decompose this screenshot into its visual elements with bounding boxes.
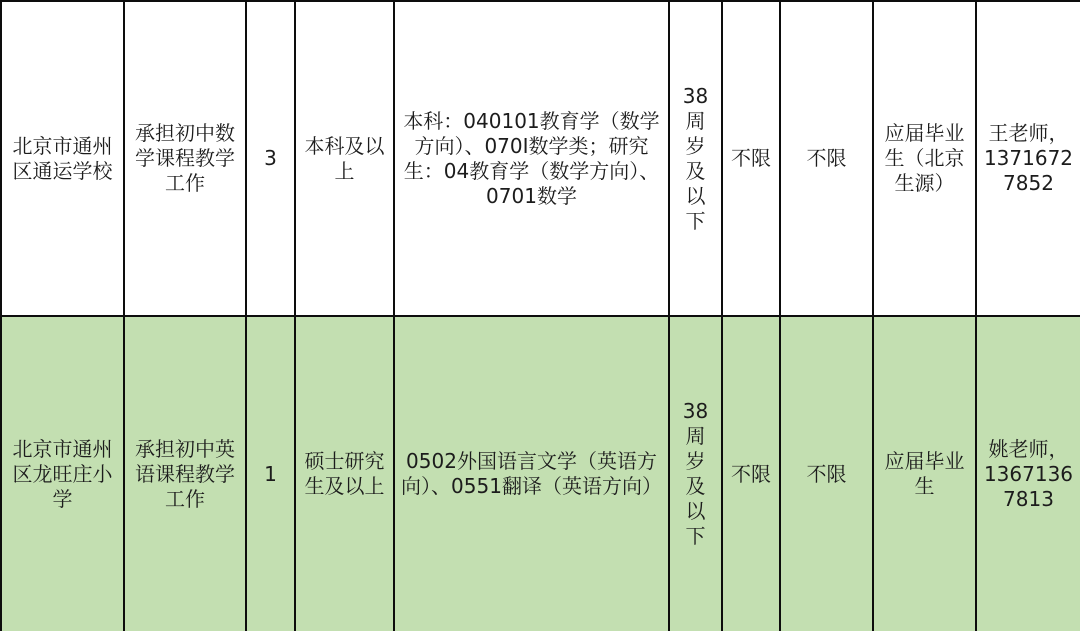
cell-school: 北京市通州区龙旺庄小学	[1, 316, 124, 631]
cell-school: 北京市通州区通运学校	[1, 1, 124, 316]
cell-limit-2: 不限	[780, 1, 873, 316]
table-row	[1, 1, 1080, 316]
cell-count: 3	[246, 1, 295, 316]
table-row-highlighted	[1, 316, 1080, 631]
cell-candidate-source: 应届毕业生（北京生源）	[873, 1, 976, 316]
cell-limit-2: 不限	[780, 316, 873, 631]
cell-age-limit: 38周岁及以下	[669, 1, 722, 316]
cell-duty: 承担初中英语课程教学工作	[124, 316, 246, 631]
cell-duty: 承担初中数学课程教学工作	[124, 1, 246, 316]
cell-education: 硕士研究生及以上	[295, 316, 394, 631]
cell-limit-1: 不限	[722, 1, 780, 316]
cell-contact: 王老师，13716727852	[976, 1, 1080, 316]
cell-limit-1: 不限	[722, 316, 780, 631]
cell-education: 本科及以上	[295, 1, 394, 316]
cell-contact: 姚老师，13671367813	[976, 316, 1080, 631]
cell-age-limit: 38周岁及以下	[669, 316, 722, 631]
cell-candidate-source: 应届毕业生	[873, 316, 976, 631]
cell-major: 0502外国语言文学（英语方向）、0551翻译（英语方向）	[394, 316, 669, 631]
cell-count: 1	[246, 316, 295, 631]
cell-major: 本科：040101教育学（数学方向）、070I数学类；研究生：04教育学（数学方向）、0701数学	[394, 1, 669, 316]
